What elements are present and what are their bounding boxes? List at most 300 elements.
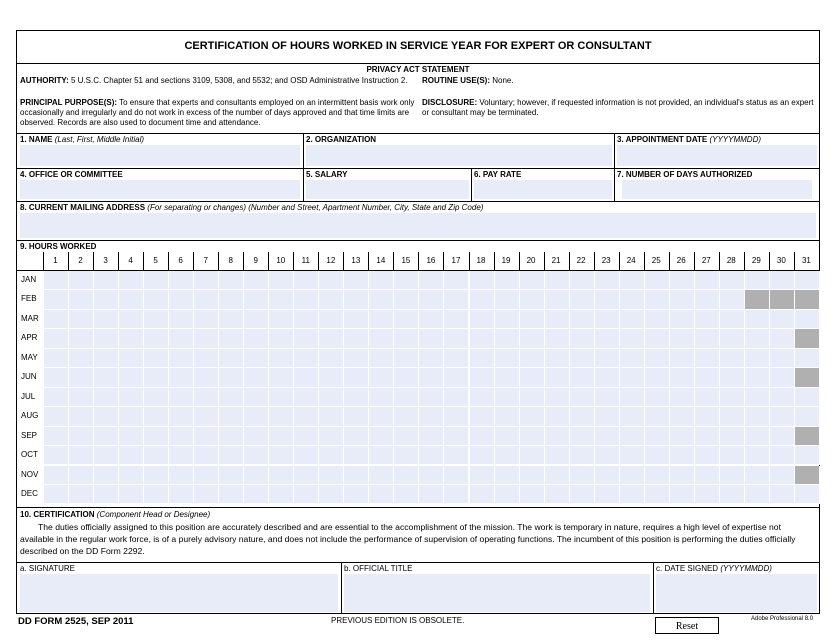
hours-cell-oct-11[interactable] <box>294 446 319 465</box>
hours-cell-dec-10[interactable] <box>269 485 294 504</box>
hours-cell-jan-27[interactable] <box>695 271 720 290</box>
hours-cell-jun-15[interactable] <box>394 368 419 387</box>
hours-cell-dec-14[interactable] <box>369 485 394 504</box>
hours-cell-sep-30[interactable] <box>770 427 795 446</box>
hours-cell-may-22[interactable] <box>570 349 595 368</box>
hours-cell-jul-17[interactable] <box>444 388 469 407</box>
hours-cell-oct-5[interactable] <box>144 446 169 465</box>
hours-cell-apr-21[interactable] <box>545 329 570 348</box>
hours-cell-mar-23[interactable] <box>595 310 620 329</box>
hours-cell-mar-20[interactable] <box>520 310 545 329</box>
hours-cell-jul-27[interactable] <box>695 388 720 407</box>
hours-cell-jul-21[interactable] <box>545 388 570 407</box>
hours-cell-jul-4[interactable] <box>119 388 144 407</box>
hours-cell-aug-15[interactable] <box>394 407 419 426</box>
hours-cell-nov-22[interactable] <box>570 466 595 485</box>
date-signed-field[interactable] <box>656 574 817 612</box>
hours-cell-feb-19[interactable] <box>495 290 520 309</box>
hours-cell-may-15[interactable] <box>394 349 419 368</box>
hours-cell-sep-7[interactable] <box>194 427 219 446</box>
hours-cell-aug-5[interactable] <box>144 407 169 426</box>
hours-cell-aug-24[interactable] <box>620 407 645 426</box>
hours-cell-jan-9[interactable] <box>244 271 269 290</box>
hours-cell-feb-28[interactable] <box>720 290 745 309</box>
hours-cell-jun-29[interactable] <box>745 368 770 387</box>
hours-cell-feb-5[interactable] <box>144 290 169 309</box>
hours-cell-jan-30[interactable] <box>770 271 795 290</box>
hours-cell-sep-11[interactable] <box>294 427 319 446</box>
hours-cell-may-24[interactable] <box>620 349 645 368</box>
name-field[interactable] <box>20 145 300 166</box>
hours-cell-apr-30[interactable] <box>770 329 795 348</box>
hours-cell-apr-29[interactable] <box>745 329 770 348</box>
hours-cell-feb-22[interactable] <box>570 290 595 309</box>
hours-cell-sep-27[interactable] <box>695 427 720 446</box>
hours-cell-sep-14[interactable] <box>369 427 394 446</box>
hours-cell-jul-31[interactable] <box>795 388 820 407</box>
hours-cell-jan-5[interactable] <box>144 271 169 290</box>
hours-cell-oct-22[interactable] <box>570 446 595 465</box>
hours-cell-nov-21[interactable] <box>545 466 570 485</box>
hours-cell-jul-11[interactable] <box>294 388 319 407</box>
hours-cell-jul-29[interactable] <box>745 388 770 407</box>
hours-cell-may-2[interactable] <box>69 349 94 368</box>
hours-cell-jun-24[interactable] <box>620 368 645 387</box>
hours-cell-sep-9[interactable] <box>244 427 269 446</box>
hours-cell-nov-6[interactable] <box>169 466 194 485</box>
hours-cell-nov-14[interactable] <box>369 466 394 485</box>
hours-cell-apr-10[interactable] <box>269 329 294 348</box>
hours-cell-oct-6[interactable] <box>169 446 194 465</box>
hours-cell-aug-22[interactable] <box>570 407 595 426</box>
hours-cell-oct-12[interactable] <box>319 446 344 465</box>
hours-cell-mar-18[interactable] <box>470 310 495 329</box>
hours-cell-apr-24[interactable] <box>620 329 645 348</box>
hours-cell-oct-30[interactable] <box>770 446 795 465</box>
hours-cell-aug-4[interactable] <box>119 407 144 426</box>
hours-cell-nov-11[interactable] <box>294 466 319 485</box>
hours-cell-jul-5[interactable] <box>144 388 169 407</box>
hours-cell-aug-21[interactable] <box>545 407 570 426</box>
hours-cell-apr-2[interactable] <box>69 329 94 348</box>
hours-cell-feb-24[interactable] <box>620 290 645 309</box>
hours-cell-oct-27[interactable] <box>695 446 720 465</box>
hours-cell-jun-28[interactable] <box>720 368 745 387</box>
hours-cell-dec-24[interactable] <box>620 485 645 504</box>
hours-cell-may-6[interactable] <box>169 349 194 368</box>
hours-cell-may-25[interactable] <box>645 349 670 368</box>
hours-cell-jul-15[interactable] <box>394 388 419 407</box>
hours-cell-jul-30[interactable] <box>770 388 795 407</box>
hours-cell-aug-12[interactable] <box>319 407 344 426</box>
hours-cell-feb-8[interactable] <box>219 290 244 309</box>
hours-cell-aug-16[interactable] <box>419 407 444 426</box>
hours-cell-mar-25[interactable] <box>645 310 670 329</box>
hours-cell-nov-8[interactable] <box>219 466 244 485</box>
hours-cell-aug-14[interactable] <box>369 407 394 426</box>
hours-cell-jan-29[interactable] <box>745 271 770 290</box>
appointment-date-field[interactable] <box>617 145 817 166</box>
hours-cell-jan-31[interactable] <box>795 271 820 290</box>
hours-cell-jun-20[interactable] <box>520 368 545 387</box>
hours-cell-nov-15[interactable] <box>394 466 419 485</box>
hours-cell-may-12[interactable] <box>319 349 344 368</box>
hours-cell-jan-26[interactable] <box>670 271 695 290</box>
hours-cell-may-7[interactable] <box>194 349 219 368</box>
hours-cell-mar-16[interactable] <box>419 310 444 329</box>
hours-cell-nov-13[interactable] <box>344 466 369 485</box>
hours-cell-oct-24[interactable] <box>620 446 645 465</box>
hours-cell-nov-23[interactable] <box>595 466 620 485</box>
hours-cell-nov-30[interactable] <box>770 466 795 485</box>
hours-cell-jun-25[interactable] <box>645 368 670 387</box>
hours-cell-jun-19[interactable] <box>495 368 520 387</box>
hours-cell-aug-28[interactable] <box>720 407 745 426</box>
hours-cell-jun-23[interactable] <box>595 368 620 387</box>
hours-cell-jan-12[interactable] <box>319 271 344 290</box>
hours-cell-aug-7[interactable] <box>194 407 219 426</box>
hours-cell-aug-20[interactable] <box>520 407 545 426</box>
hours-cell-jan-18[interactable] <box>470 271 495 290</box>
hours-cell-jun-30[interactable] <box>770 368 795 387</box>
hours-cell-nov-3[interactable] <box>94 466 119 485</box>
hours-cell-jul-28[interactable] <box>720 388 745 407</box>
hours-cell-mar-17[interactable] <box>444 310 469 329</box>
hours-cell-aug-30[interactable] <box>770 407 795 426</box>
hours-cell-apr-15[interactable] <box>394 329 419 348</box>
hours-cell-may-21[interactable] <box>545 349 570 368</box>
hours-cell-feb-20[interactable] <box>520 290 545 309</box>
hours-cell-feb-23[interactable] <box>595 290 620 309</box>
hours-cell-aug-11[interactable] <box>294 407 319 426</box>
hours-cell-mar-6[interactable] <box>169 310 194 329</box>
official-title-field[interactable] <box>344 574 650 612</box>
hours-cell-nov-28[interactable] <box>720 466 745 485</box>
hours-cell-jul-1[interactable] <box>44 388 69 407</box>
hours-cell-jul-20[interactable] <box>520 388 545 407</box>
hours-cell-jan-3[interactable] <box>94 271 119 290</box>
hours-cell-feb-7[interactable] <box>194 290 219 309</box>
hours-cell-feb-3[interactable] <box>94 290 119 309</box>
hours-cell-jun-21[interactable] <box>545 368 570 387</box>
hours-cell-may-20[interactable] <box>520 349 545 368</box>
hours-cell-jan-7[interactable] <box>194 271 219 290</box>
hours-cell-jun-17[interactable] <box>444 368 469 387</box>
hours-cell-aug-25[interactable] <box>645 407 670 426</box>
hours-cell-jun-7[interactable] <box>194 368 219 387</box>
hours-cell-jul-24[interactable] <box>620 388 645 407</box>
hours-cell-dec-27[interactable] <box>695 485 720 504</box>
hours-cell-jul-12[interactable] <box>319 388 344 407</box>
hours-cell-nov-29[interactable] <box>745 466 770 485</box>
hours-cell-jan-13[interactable] <box>344 271 369 290</box>
hours-cell-dec-5[interactable] <box>144 485 169 504</box>
hours-cell-dec-6[interactable] <box>169 485 194 504</box>
hours-cell-apr-3[interactable] <box>94 329 119 348</box>
hours-cell-may-17[interactable] <box>444 349 469 368</box>
hours-cell-mar-1[interactable] <box>44 310 69 329</box>
hours-cell-mar-10[interactable] <box>269 310 294 329</box>
hours-cell-sep-5[interactable] <box>144 427 169 446</box>
hours-cell-jul-26[interactable] <box>670 388 695 407</box>
hours-cell-aug-19[interactable] <box>495 407 520 426</box>
hours-cell-jun-22[interactable] <box>570 368 595 387</box>
hours-cell-sep-4[interactable] <box>119 427 144 446</box>
hours-cell-mar-4[interactable] <box>119 310 144 329</box>
hours-cell-jul-14[interactable] <box>369 388 394 407</box>
hours-cell-nov-9[interactable] <box>244 466 269 485</box>
hours-cell-aug-17[interactable] <box>444 407 469 426</box>
hours-cell-feb-4[interactable] <box>119 290 144 309</box>
hours-cell-nov-7[interactable] <box>194 466 219 485</box>
hours-cell-jan-25[interactable] <box>645 271 670 290</box>
hours-cell-dec-30[interactable] <box>770 485 795 504</box>
hours-cell-dec-23[interactable] <box>595 485 620 504</box>
hours-cell-apr-25[interactable] <box>645 329 670 348</box>
hours-cell-dec-28[interactable] <box>720 485 745 504</box>
hours-cell-aug-3[interactable] <box>94 407 119 426</box>
hours-cell-jul-8[interactable] <box>219 388 244 407</box>
hours-cell-sep-2[interactable] <box>69 427 94 446</box>
hours-cell-jul-23[interactable] <box>595 388 620 407</box>
hours-cell-may-18[interactable] <box>470 349 495 368</box>
hours-cell-oct-15[interactable] <box>394 446 419 465</box>
hours-cell-dec-29[interactable] <box>745 485 770 504</box>
hours-cell-jun-16[interactable] <box>419 368 444 387</box>
hours-cell-jan-11[interactable] <box>294 271 319 290</box>
hours-cell-nov-17[interactable] <box>444 466 469 485</box>
hours-cell-feb-27[interactable] <box>695 290 720 309</box>
hours-cell-oct-28[interactable] <box>720 446 745 465</box>
hours-cell-sep-26[interactable] <box>670 427 695 446</box>
hours-cell-apr-28[interactable] <box>720 329 745 348</box>
hours-cell-may-16[interactable] <box>419 349 444 368</box>
hours-cell-mar-26[interactable] <box>670 310 695 329</box>
hours-cell-oct-2[interactable] <box>69 446 94 465</box>
hours-cell-jul-16[interactable] <box>419 388 444 407</box>
hours-cell-dec-20[interactable] <box>520 485 545 504</box>
hours-cell-apr-22[interactable] <box>570 329 595 348</box>
hours-cell-may-8[interactable] <box>219 349 244 368</box>
hours-cell-dec-16[interactable] <box>419 485 444 504</box>
hours-cell-sep-20[interactable] <box>520 427 545 446</box>
hours-cell-apr-8[interactable] <box>219 329 244 348</box>
hours-cell-feb-13[interactable] <box>344 290 369 309</box>
hours-cell-may-30[interactable] <box>770 349 795 368</box>
hours-cell-apr-19[interactable] <box>495 329 520 348</box>
hours-cell-oct-10[interactable] <box>269 446 294 465</box>
hours-cell-may-19[interactable] <box>495 349 520 368</box>
hours-cell-jan-14[interactable] <box>369 271 394 290</box>
hours-cell-jun-5[interactable] <box>144 368 169 387</box>
hours-cell-mar-13[interactable] <box>344 310 369 329</box>
hours-cell-jul-6[interactable] <box>169 388 194 407</box>
hours-cell-oct-19[interactable] <box>495 446 520 465</box>
hours-cell-dec-22[interactable] <box>570 485 595 504</box>
hours-cell-oct-31[interactable] <box>795 446 820 465</box>
hours-cell-oct-26[interactable] <box>670 446 695 465</box>
hours-cell-may-29[interactable] <box>745 349 770 368</box>
hours-cell-nov-2[interactable] <box>69 466 94 485</box>
hours-cell-jun-26[interactable] <box>670 368 695 387</box>
hours-cell-jan-19[interactable] <box>495 271 520 290</box>
hours-cell-nov-10[interactable] <box>269 466 294 485</box>
hours-cell-apr-16[interactable] <box>419 329 444 348</box>
hours-cell-jul-19[interactable] <box>495 388 520 407</box>
hours-cell-nov-24[interactable] <box>620 466 645 485</box>
hours-cell-sep-15[interactable] <box>394 427 419 446</box>
hours-cell-apr-23[interactable] <box>595 329 620 348</box>
hours-cell-jun-9[interactable] <box>244 368 269 387</box>
hours-cell-feb-9[interactable] <box>244 290 269 309</box>
hours-cell-jul-10[interactable] <box>269 388 294 407</box>
hours-cell-jun-1[interactable] <box>44 368 69 387</box>
hours-cell-sep-25[interactable] <box>645 427 670 446</box>
hours-cell-sep-23[interactable] <box>595 427 620 446</box>
hours-cell-nov-16[interactable] <box>419 466 444 485</box>
hours-cell-jan-22[interactable] <box>570 271 595 290</box>
hours-cell-jan-4[interactable] <box>119 271 144 290</box>
hours-cell-apr-11[interactable] <box>294 329 319 348</box>
hours-cell-jul-9[interactable] <box>244 388 269 407</box>
hours-cell-dec-26[interactable] <box>670 485 695 504</box>
hours-cell-feb-26[interactable] <box>670 290 695 309</box>
hours-cell-aug-8[interactable] <box>219 407 244 426</box>
hours-cell-may-10[interactable] <box>269 349 294 368</box>
hours-cell-jun-11[interactable] <box>294 368 319 387</box>
hours-cell-aug-10[interactable] <box>269 407 294 426</box>
hours-cell-mar-24[interactable] <box>620 310 645 329</box>
hours-cell-may-14[interactable] <box>369 349 394 368</box>
hours-cell-aug-18[interactable] <box>470 407 495 426</box>
hours-cell-feb-2[interactable] <box>69 290 94 309</box>
hours-cell-mar-15[interactable] <box>394 310 419 329</box>
hours-cell-dec-13[interactable] <box>344 485 369 504</box>
hours-cell-apr-27[interactable] <box>695 329 720 348</box>
hours-cell-sep-8[interactable] <box>219 427 244 446</box>
hours-cell-apr-17[interactable] <box>444 329 469 348</box>
hours-cell-jul-18[interactable] <box>470 388 495 407</box>
hours-cell-jan-15[interactable] <box>394 271 419 290</box>
hours-cell-feb-12[interactable] <box>319 290 344 309</box>
hours-cell-nov-19[interactable] <box>495 466 520 485</box>
hours-cell-nov-5[interactable] <box>144 466 169 485</box>
hours-cell-oct-25[interactable] <box>645 446 670 465</box>
hours-cell-nov-25[interactable] <box>645 466 670 485</box>
hours-cell-dec-4[interactable] <box>119 485 144 504</box>
hours-cell-may-28[interactable] <box>720 349 745 368</box>
hours-cell-sep-19[interactable] <box>495 427 520 446</box>
hours-cell-mar-9[interactable] <box>244 310 269 329</box>
hours-cell-jun-27[interactable] <box>695 368 720 387</box>
hours-cell-nov-18[interactable] <box>470 466 495 485</box>
hours-cell-mar-22[interactable] <box>570 310 595 329</box>
hours-cell-apr-18[interactable] <box>470 329 495 348</box>
hours-cell-jul-3[interactable] <box>94 388 119 407</box>
hours-cell-apr-14[interactable] <box>369 329 394 348</box>
hours-cell-dec-7[interactable] <box>194 485 219 504</box>
hours-cell-dec-17[interactable] <box>444 485 469 504</box>
hours-cell-oct-17[interactable] <box>444 446 469 465</box>
hours-cell-jun-13[interactable] <box>344 368 369 387</box>
hours-cell-jun-12[interactable] <box>319 368 344 387</box>
hours-cell-sep-29[interactable] <box>745 427 770 446</box>
hours-cell-mar-5[interactable] <box>144 310 169 329</box>
hours-cell-oct-4[interactable] <box>119 446 144 465</box>
hours-cell-dec-15[interactable] <box>394 485 419 504</box>
signature-field[interactable] <box>20 574 338 612</box>
hours-cell-may-1[interactable] <box>44 349 69 368</box>
hours-cell-oct-20[interactable] <box>520 446 545 465</box>
hours-cell-feb-25[interactable] <box>645 290 670 309</box>
hours-cell-aug-23[interactable] <box>595 407 620 426</box>
hours-cell-dec-25[interactable] <box>645 485 670 504</box>
hours-cell-apr-1[interactable] <box>44 329 69 348</box>
hours-cell-nov-20[interactable] <box>520 466 545 485</box>
hours-cell-oct-9[interactable] <box>244 446 269 465</box>
hours-cell-oct-21[interactable] <box>545 446 570 465</box>
hours-cell-sep-18[interactable] <box>470 427 495 446</box>
hours-cell-jul-7[interactable] <box>194 388 219 407</box>
hours-cell-may-3[interactable] <box>94 349 119 368</box>
hours-cell-feb-11[interactable] <box>294 290 319 309</box>
hours-cell-jan-28[interactable] <box>720 271 745 290</box>
hours-cell-mar-27[interactable] <box>695 310 720 329</box>
hours-cell-apr-26[interactable] <box>670 329 695 348</box>
hours-cell-aug-13[interactable] <box>344 407 369 426</box>
hours-cell-feb-6[interactable] <box>169 290 194 309</box>
hours-cell-jun-6[interactable] <box>169 368 194 387</box>
hours-cell-oct-1[interactable] <box>44 446 69 465</box>
hours-cell-feb-18[interactable] <box>470 290 495 309</box>
hours-cell-feb-17[interactable] <box>444 290 469 309</box>
hours-cell-aug-1[interactable] <box>44 407 69 426</box>
hours-cell-sep-10[interactable] <box>269 427 294 446</box>
hours-cell-jul-25[interactable] <box>645 388 670 407</box>
hours-cell-jun-10[interactable] <box>269 368 294 387</box>
hours-cell-jun-18[interactable] <box>470 368 495 387</box>
hours-cell-mar-28[interactable] <box>720 310 745 329</box>
hours-cell-dec-12[interactable] <box>319 485 344 504</box>
office-field[interactable] <box>20 180 300 199</box>
salary-field[interactable] <box>306 180 469 199</box>
hours-cell-may-27[interactable] <box>695 349 720 368</box>
hours-cell-may-11[interactable] <box>294 349 319 368</box>
hours-cell-oct-14[interactable] <box>369 446 394 465</box>
hours-cell-jan-17[interactable] <box>444 271 469 290</box>
hours-cell-may-23[interactable] <box>595 349 620 368</box>
hours-cell-mar-30[interactable] <box>770 310 795 329</box>
hours-cell-aug-31[interactable] <box>795 407 820 426</box>
hours-cell-sep-24[interactable] <box>620 427 645 446</box>
hours-cell-apr-20[interactable] <box>520 329 545 348</box>
pay-rate-field[interactable] <box>474 180 612 199</box>
hours-cell-mar-2[interactable] <box>69 310 94 329</box>
hours-cell-sep-16[interactable] <box>419 427 444 446</box>
hours-cell-jan-16[interactable] <box>419 271 444 290</box>
hours-cell-may-13[interactable] <box>344 349 369 368</box>
hours-cell-jun-3[interactable] <box>94 368 119 387</box>
hours-cell-oct-7[interactable] <box>194 446 219 465</box>
hours-cell-nov-4[interactable] <box>119 466 144 485</box>
organization-field[interactable] <box>306 145 612 166</box>
hours-cell-sep-22[interactable] <box>570 427 595 446</box>
hours-cell-oct-16[interactable] <box>419 446 444 465</box>
hours-cell-mar-29[interactable] <box>745 310 770 329</box>
hours-cell-dec-8[interactable] <box>219 485 244 504</box>
hours-cell-jan-1[interactable] <box>44 271 69 290</box>
hours-cell-oct-8[interactable] <box>219 446 244 465</box>
